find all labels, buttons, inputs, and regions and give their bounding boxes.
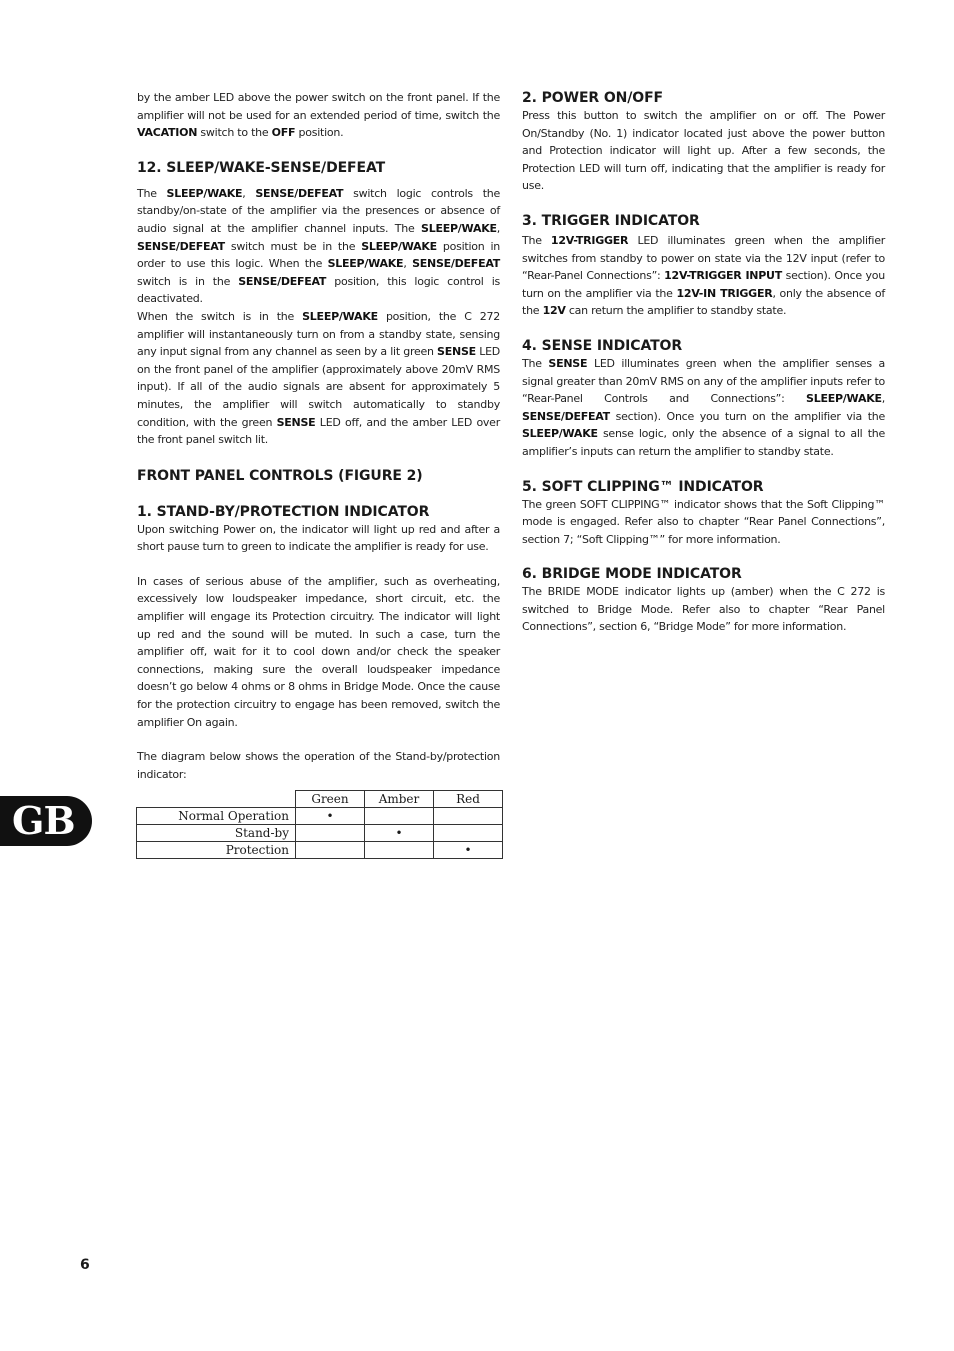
cell-green [296,842,365,859]
cell-amber: • [365,825,434,842]
row-label: Protection [137,842,296,859]
soft-clipping-paragraph: The green SOFT CLIPPING™ indicator shows that the Soft Clipping™ mode is engaged. Refer also to chapter “Rear Panel Connections”, section 7; “Soft Clipping™” for more information. [522,497,885,546]
bridge-mode-heading: 6. BRIDGE MODE INDICATOR [522,566,742,583]
power-heading: 2. POWER ON/OFF [522,90,664,106]
indicator-status-table [136,790,503,859]
cell-green: • [296,808,365,825]
power-paragraph: Press this button to switch the amplifier on or off. The Power On/Standby (No. 1) indicator located just above the power button and Protection indicator will light up. After a few seconds, the Protection LED will turn off, indicating that the amplifier is ready for use. [522,109,885,193]
standby-paragraph-3: The diagram below shows the operation of the Stand-by/protection indicator: [137,750,500,781]
standby-paragraph-2: In cases of serious abuse of the amplifier, such as overheating, excessively low loudspeaker impedance, short circuit, etc. the amplifier will engage its Protection circuitry. The indicator will light up red and the sound will be muted. In such a case, turn the amplifier off, wait for it to cool down and/or check the speaker connections, making sure the overall loudspeaker impedance doesn’t go below 4 ohms or 8 ohms in Bridge Mode. Once the cause for the protection circuitry to engage has been removed, switch the amplifier On again. [137,574,500,729]
sleep-wake-paragraph-1: The SLEEP/WAKE, SENSE/DEFEAT switch logic controls the standby/on-state of the amplifier via the presences or absence of audio signal at the amplifier channel inputs. The SLEEP/WAKE, SENSE/DEFEAT switch must be in the SLEEP/WAKE position in order to use this logic. When the SLEEP/WAKE, SENSE/DEFEAT switch is in the SENSE/DEFEAT position, this logic control is deactivated. [137,186,500,306]
cell-red [434,808,503,825]
sense-heading: 4. SENSE INDICATOR [522,337,683,354]
column-header-amber: Amber [365,791,434,808]
trigger-heading: 3. TRIGGER INDICATOR [522,212,700,229]
cell-red [434,825,503,842]
standby-protection-heading: 1. STAND-BY/PROTECTION INDICATOR [137,503,430,520]
bridge-mode-paragraph: The BRIDE MODE indicator lights up (amber) when the C 272 is switched to Bridge Mode. Refer also to chapter “Rear Panel Connections”, section 6, “Bridge Mode” for more information. [522,585,885,634]
cell-amber [365,808,434,825]
column-header-green: Green [296,791,365,808]
front-panel-heading: FRONT PANEL CONTROLS (FIGURE 2) [137,467,423,484]
table-header-row [137,791,503,808]
right-column [522,89,885,636]
page-number: 6 [80,1257,90,1273]
trigger-paragraph: The 12V-TRIGGER LED illuminates green when the amplifier switches from standby to power on state via the 12V input (refer to “Rear-Panel Connections”: 12V-TRIGGER INPUT section). Once you turn on the amplifier via the 12V-IN TRIGGER, only the absence of the 12V can return the amplifier to standby state. [522,233,885,318]
table-row [137,825,503,842]
sleep-wake-paragraph-2: When the switch is in the SLEEP/WAKE position, the C 272 amplifier will instantaneously turn on from a standby state, sensing any input signal from any channel as seen by a lit green SENSE LED on the front panel of the amplifier (approximately above 20mV RMS input). If all of the audio signals are absent for approximately 5 minutes, the amplifier will switch automatically to standby condition, with the green SENSE LED off, and the amber LED over the front panel switch lit. [137,309,501,447]
table-row [137,808,503,825]
left-column [137,89,500,859]
row-label: Stand-by [137,825,296,842]
column-header-red: Red [434,791,503,808]
cell-red: • [434,842,503,859]
table-row [137,842,503,859]
language-tab-gb: GB [0,796,92,846]
intro-paragraph: by the amber LED above the power switch on the front panel. If the amplifier will not be used for an extended period of time, switch the VACATION switch to the OFF position. [137,91,500,140]
sense-paragraph: The SENSE LED illuminates green when the amplifier senses a signal greater than 20mV RMS on any of the amplifier inputs refer to “Rear-Panel Controls and Connections”: SLEEP/WAKE, SENSE/DEFEAT section). Once you turn on the amplifier via the SLEEP/WAKE sense logic, only the absence of a signal to all the amplifier’s inputs can return the amplifier to standby state. [522,356,885,458]
standby-paragraph-1: Upon switching Power on, the indicator will light up red and after a short pause turn to green to indicate the amplifier is ready for use. [137,522,500,554]
sleep-wake-heading: 12. SLEEP/WAKE-SENSE/DEFEAT [137,159,386,176]
cell-amber [365,842,434,859]
table-corner-cell [137,791,296,808]
soft-clipping-heading: 5. SOFT CLIPPING™ INDICATOR [522,478,764,495]
cell-green [296,825,365,842]
row-label: Normal Operation [137,808,296,825]
